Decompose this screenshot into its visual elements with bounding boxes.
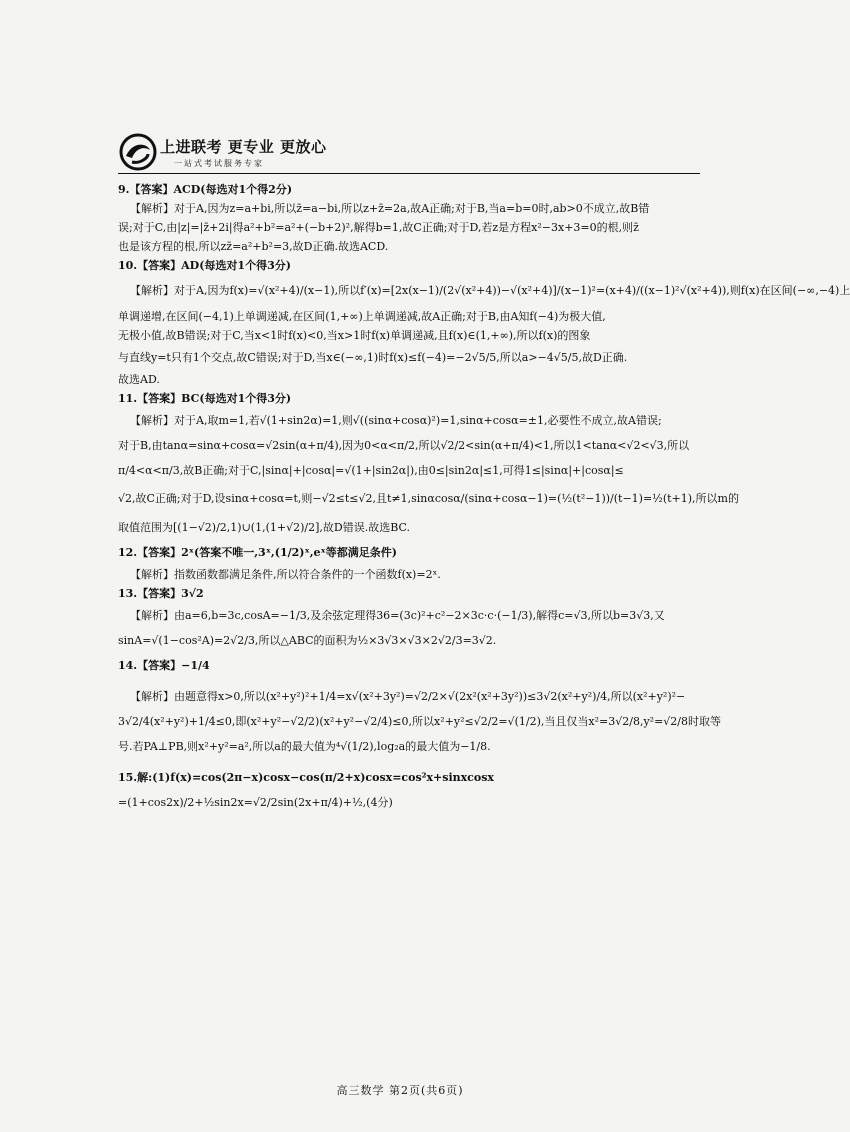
q11-answer: 11.【答案】BC(每选对1个得3分)	[118, 392, 292, 405]
brand-tagline: 一站式考试服务专家	[174, 159, 264, 168]
q13-answer: 13.【答案】3√2	[118, 587, 204, 600]
header-logo	[118, 132, 327, 172]
header-divider	[118, 173, 700, 174]
q9-explanation-line: 也是该方程的根,所以zz̄=a²+b²=3,故D正确.故选ACD.	[118, 240, 389, 253]
q10-explanation-line: 无极小值,故B错误;对于C,当x<1时f(x)<0,当x>1时f(x)单调递减,且f(x)∈(1,+∞),所以f(x)的图象	[118, 329, 591, 342]
q15-solution: 15.解:(1)f(x)=cos(2π−x)cosx−cos(π/2+x)cosx=cos²x+sinxcosx	[118, 771, 494, 784]
q14-answer: 14.【答案】−1/4	[118, 659, 210, 672]
q10-explanation-line: 【解析】对于A,因为f(x)=√(x²+4)/(x−1),所以f′(x)=[2x(x−1)/(2√(x²+4))−√(x²+4)]/(x−1)²=(x+4)/((x−1)²√(x²+4)),则f(x)在区间(−∞,−4)上	[130, 284, 850, 297]
q15-solution-line: =(1+cos2x)/2+½sin2x=√2/2sin(2x+π/4)+½,(4分)	[118, 796, 393, 809]
q11-explanation-line: √2,故C正确;对于D,设sinα+cosα=t,则−√2≤t≤√2,且t≠1,sinαcosα/(sinα+cosα−1)=(½(t²−1))/(t−1)=½(t+1),所以m的	[118, 492, 739, 505]
q12-answer: 12.【答案】2ˣ(答案不唯一,3ˣ,(1/2)ˣ,eˣ等都满足条件)	[118, 546, 397, 559]
q11-explanation-line: π/4<α<π/3,故B正确;对于C,|sinα|+|cosα|=√(1+|sin2α|),由0≤|sin2α|≤1,可得1≤|sinα|+|cosα|≤	[118, 464, 624, 477]
q9-explanation-line: 【解析】对于A,因为z=a+bi,所以z̄=a−bi,所以z+z̄=2a,故A正确;对于B,当a=b=0时,ab>0不成立,故B错	[130, 202, 650, 215]
page-footer: 高三数学 第2页(共6页)	[336, 1084, 464, 1097]
q13-explanation-line: sinA=√(1−cos²A)=2√2/3,所以△ABC的面积为½×3√3×√3×2√2/3=3√2.	[118, 634, 497, 647]
q14-explanation-line: 【解析】由题意得x>0,所以(x²+y²)²+1/4=x√(x²+3y²)=√2/2×√(2x²(x²+3y²))≤3√2(x²+y²)/4,所以(x²+y²)²−	[130, 690, 686, 703]
answer-content	[118, 180, 850, 815]
q11-explanation-line: 【解析】对于A,取m=1,若√(1+sin2α)=1,则√((sinα+cosα)²)=1,sinα+cosα=±1,必要性不成立,故A错误;	[130, 414, 662, 427]
q11-explanation-line: 对于B,由tanα=sinα+cosα=√2sin(α+π/4),因为0<α<π/2,所以√2/2<sin(α+π/4)<1,所以1<tanα<√2<√3,所以	[118, 439, 690, 452]
q10-explanation-line: 单调递增,在区间(−4,1)上单调递减,在区间(1,+∞)上单调递减,故A正确;对于B,由A知f(−4)为极大值,	[118, 310, 606, 323]
q12-explanation-line: 【解析】指数函数都满足条件,所以符合条件的一个函数f(x)=2ˣ.	[130, 568, 441, 581]
q9-answer: 9.【答案】ACD(每选对1个得2分)	[118, 183, 293, 196]
q11-explanation-line: 取值范围为[(1−√2)/2,1)∪(1,(1+√2)/2],故D错误.故选BC.	[118, 521, 411, 534]
q14-explanation-line: 3√2/4(x²+y²)+1/4≤0,即(x²+y²−√2/2)(x²+y²−√2/4)≤0,所以x²+y²≤√2/2=√(1/2),当且仅当x²=3√2/8,y²=√2/8时取等	[118, 715, 722, 728]
brand-slogan: 上进联考 更专业 更放心	[160, 138, 327, 156]
q10-answer: 10.【答案】AD(每选对1个得3分)	[118, 259, 291, 272]
q13-explanation-line: 【解析】由a=6,b=3c,cosA=−1/3,及余弦定理得36=(3c)²+c²−2×3c·c·(−1/3),解得c=√3,所以b=3√3,又	[130, 609, 665, 622]
brand-swirl-icon	[118, 132, 158, 172]
q10-explanation-line: 故选AD.	[118, 373, 160, 386]
q9-explanation-line: 误;对于C,由|z|=|z̄+2i|得a²+b²=a²+(−b+2)²,解得b=1,故C正确;对于D,若z是方程x²−3x+3=0的根,则z̄	[118, 221, 639, 234]
q14-explanation-line: 号.若PA⊥PB,则x²+y²=a²,所以a的最大值为⁴√(1/2),log₂a的最大值为−1/8.	[118, 740, 491, 753]
q10-explanation-line: 与直线y=t只有1个交点,故C错误;对于D,当x∈(−∞,1)时f(x)≤f(−4)=−2√5/5,所以a>−4√5/5,故D正确.	[118, 351, 628, 364]
